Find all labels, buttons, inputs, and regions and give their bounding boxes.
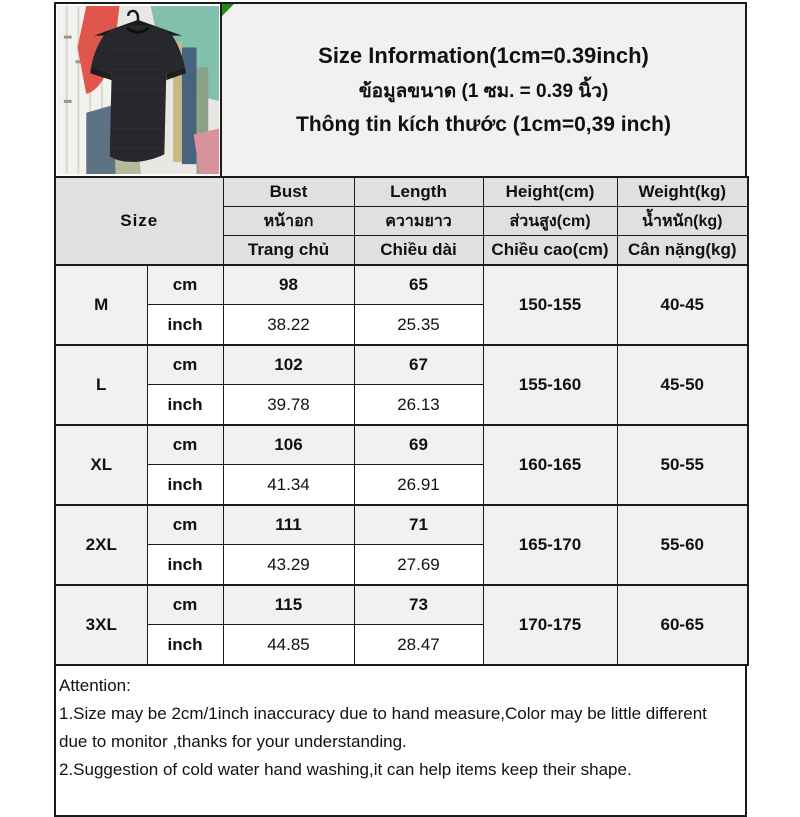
unit-inch: inch	[147, 465, 223, 506]
col-header-length-vi: Chiều dài	[354, 236, 483, 266]
length-cm: 69	[354, 425, 483, 465]
unit-inch: inch	[147, 305, 223, 346]
size-header-cell: Size	[55, 177, 223, 265]
title-thai: ข้อมูลขนาด (1 ซม. = 0.39 นิ้ว)	[358, 81, 609, 102]
unit-cm: cm	[147, 505, 223, 545]
table-row	[55, 265, 748, 305]
attention-heading: Attention:	[59, 676, 131, 695]
height-range: 170-175	[483, 585, 617, 665]
table-row	[55, 585, 748, 625]
attention-line-1: 1.Size may be 2cm/1inch inaccuracy due to hand measure,Color may be little different	[59, 704, 707, 723]
bust-cm: 106	[223, 425, 354, 465]
length-cm: 71	[354, 505, 483, 545]
col-header-height-th: ส่วนสูง(cm)	[483, 207, 617, 236]
unit-cm: cm	[147, 425, 223, 465]
table-row	[55, 505, 748, 545]
title-vietnamese: Thông tin kích thước (1cm=0,39 inch)	[296, 113, 671, 136]
height-range: 150-155	[483, 265, 617, 345]
height-range: 155-160	[483, 345, 617, 425]
size-chart-sheet	[54, 2, 747, 817]
title-cell	[222, 4, 745, 176]
product-photo	[56, 4, 222, 176]
col-header-bust: Bust	[223, 177, 354, 207]
col-header-length: Length	[354, 177, 483, 207]
table-row	[55, 425, 748, 465]
length-inch: 25.35	[354, 305, 483, 346]
length-cm: 73	[354, 585, 483, 625]
col-header-weight-vi: Cân nặng(kg)	[617, 236, 748, 266]
unit-inch: inch	[147, 545, 223, 586]
table-row	[55, 345, 748, 385]
green-corner-marker-icon	[222, 4, 234, 16]
size-label-xl: XL	[55, 425, 147, 505]
col-header-height: Height(cm)	[483, 177, 617, 207]
unit-inch: inch	[147, 625, 223, 666]
unit-cm: cm	[147, 585, 223, 625]
unit-cm: cm	[147, 345, 223, 385]
height-range: 160-165	[483, 425, 617, 505]
bust-cm: 102	[223, 345, 354, 385]
size-label-l: L	[55, 345, 147, 425]
col-header-bust-th: หน้าอก	[223, 207, 354, 236]
length-cm: 65	[354, 265, 483, 305]
bust-cm: 98	[223, 265, 354, 305]
col-header-length-th: ความยาว	[354, 207, 483, 236]
bust-inch: 43.29	[223, 545, 354, 586]
tshirt-photo-illustration	[57, 6, 219, 174]
length-inch: 26.13	[354, 385, 483, 426]
attention-note	[54, 666, 747, 817]
col-header-bust-vi: Trang chủ	[223, 236, 354, 266]
unit-inch: inch	[147, 385, 223, 426]
weight-range: 45-50	[617, 345, 748, 425]
bust-inch: 44.85	[223, 625, 354, 666]
weight-range: 60-65	[617, 585, 748, 665]
weight-range: 50-55	[617, 425, 748, 505]
length-inch: 28.47	[354, 625, 483, 666]
weight-range: 40-45	[617, 265, 748, 345]
col-header-weight: Weight(kg)	[617, 177, 748, 207]
length-inch: 26.91	[354, 465, 483, 506]
bust-inch: 41.34	[223, 465, 354, 506]
bust-cm: 111	[223, 505, 354, 545]
attention-line-3: 2.Suggestion of cold water hand washing,it can help items keep their shape.	[59, 760, 632, 779]
title-row	[54, 2, 747, 176]
bust-cm: 115	[223, 585, 354, 625]
bust-inch: 38.22	[223, 305, 354, 346]
bust-inch: 39.78	[223, 385, 354, 426]
size-label-2xl: 2XL	[55, 505, 147, 585]
size-label-3xl: 3XL	[55, 585, 147, 665]
length-inch: 27.69	[354, 545, 483, 586]
col-header-height-vi: Chiều cao(cm)	[483, 236, 617, 266]
length-cm: 67	[354, 345, 483, 385]
header-row-english	[55, 177, 748, 207]
title-english: Size Information(1cm=0.39inch)	[318, 43, 649, 68]
height-range: 165-170	[483, 505, 617, 585]
size-table	[54, 176, 749, 666]
attention-line-2: due to monitor ,thanks for your understanding.	[59, 732, 407, 751]
col-header-weight-th: น้ำหนัก(kg)	[617, 207, 748, 236]
unit-cm: cm	[147, 265, 223, 305]
size-label-m: M	[55, 265, 147, 345]
weight-range: 55-60	[617, 505, 748, 585]
